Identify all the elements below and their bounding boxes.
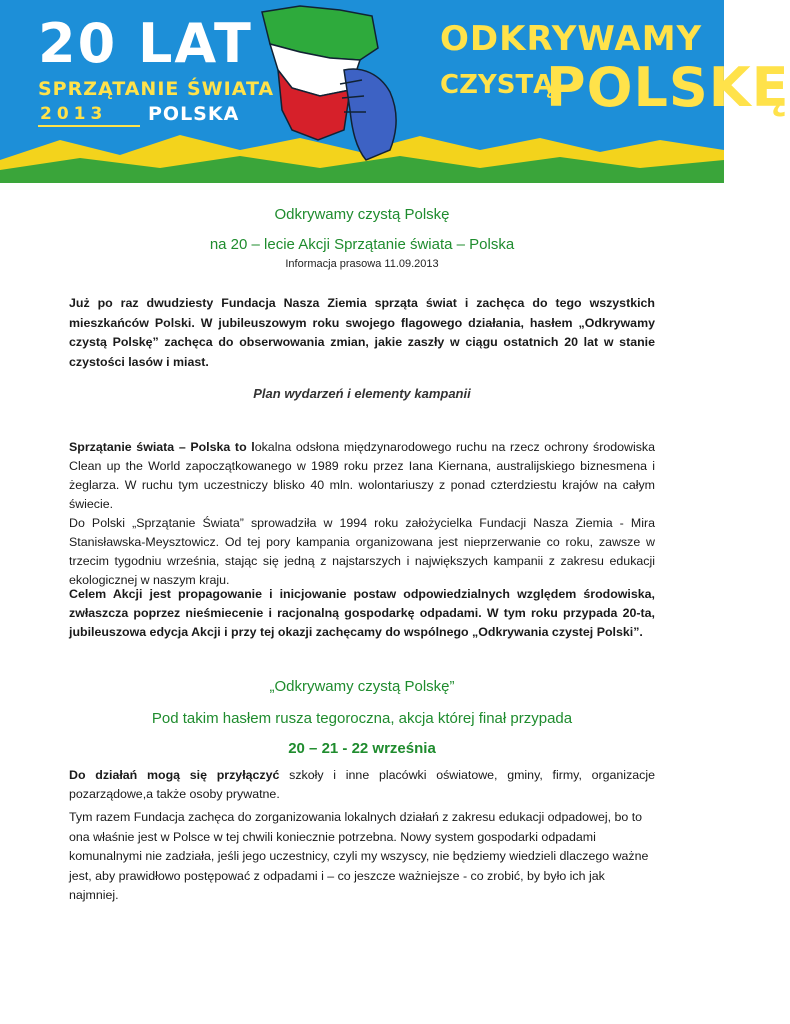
banner-slogan-line3: POLSKĘ: [546, 56, 790, 119]
banner-slogan-line2: CZYSTĄ: [440, 70, 554, 100]
banner-big-title: 20 LAT: [38, 12, 253, 75]
document-title: Odkrywamy czystą Polskę: [274, 206, 450, 223]
history-text: Do Polski „Sprzątanie Świata” sprowadziła w 1994 roku założycielka Fundacji Nasza Ziemia - Mira Stanisławska-Meysztowicz. Od tej pory kampania organizowana jest nieprzerwanie co roku, zawsze w trzecim tygodniu września, stając się jedną z najstarszych i największych kampanii z zakresu edukacji ekologicznej w naszym kraju.: [69, 516, 655, 587]
education-paragraph: Tym razem Fundacja zachęca do zorganizowania lokalnych działań z zakresu edukacji odpadowej, bo to ona właśnie jest w Polsce w tej chwili koniecznie potrzebna. Nowy system gospodarki odpadami komunalnymi nie zadziała, jeśli jego uczestnicy, czyli my wszyscy, nie będziemy wiedzieli dlaczego ważne jest, aby prawidłowo postępować z odpadami i – co jeszcze ważniejsze - co zrobić, by było ich jak najmniej.: [69, 810, 649, 902]
campaign-slogan: „Odkrywamy czystą Polskę”: [269, 678, 455, 695]
banner-sprzatanie: SPRZĄTANIE ŚWIATA: [38, 78, 275, 100]
lead-paragraph: Już po raz dwudziesty Fundacja Nasza Ziemia sprząta świat i zachęca do tego wszystkich mieszkańców Polski. W jubileuszowym roku swojego flagowego działania, hasłem „Odkrywamy czystą Polskę” zachęca do obserwowania zmian, jakie zaszły w ciągu ostatnich 20 lat w stanie czystości lasów i miast.: [69, 296, 655, 369]
goal-paragraph: Celem Akcji jest propagowanie i inicjowanie postaw odpowiedzialnych względem środowiska, zwłaszcza poprzez nieśmiecenie i racjonalną gospodarkę odpadami. W tym roku przypada 20-ta, jubileuszowa edycja Akcji i przy tej okazji zachęcamy do wspólnego „Odkrywania czystej Polski”.: [69, 587, 655, 639]
slogan-subtext: Pod takim hasłem rusza tegoroczna, akcja której finał przypada: [151, 710, 573, 727]
intro-bold: Sprzątanie świata – Polska to l: [69, 440, 255, 454]
banner-year: 2013: [40, 104, 108, 124]
plan-heading: Plan wydarzeń i elementy kampanii: [253, 386, 471, 401]
participants-paragraph: [69, 766, 655, 804]
event-dates: 20 – 21 - 22 września: [288, 740, 436, 757]
document-subtitle: na 20 – lecie Akcji Sprzątanie świata – Polska: [209, 236, 515, 253]
intro-paragraph: [69, 438, 655, 590]
participants-text: szkoły i inne placówki oświatowe, gminy, firmy, organizacje pozarządowe,a także osoby prywatne.: [69, 768, 655, 801]
participants-bold: Do działań mogą się przyłączyć: [69, 768, 280, 782]
banner-slogan-line1: ODKRYWAMY: [440, 19, 703, 59]
intro-text: okalna odsłona międzynarodowego ruchu na rzecz ochrony środowiska Clean up the World zapoczątkowanego w 1989 roku przez Iana Kiernana, australijskiego biznesmena i żeglarza. W ruchu tym uczestniczy blisko 40 mln. wolontariuszy z ponad czterdziestu krajów na całym świecie.: [69, 440, 655, 511]
press-info-date: Informacja prasowa 11.09.2013: [285, 258, 439, 270]
banner-polska: POLSKA: [148, 103, 240, 125]
campaign-banner: [0, 0, 790, 183]
